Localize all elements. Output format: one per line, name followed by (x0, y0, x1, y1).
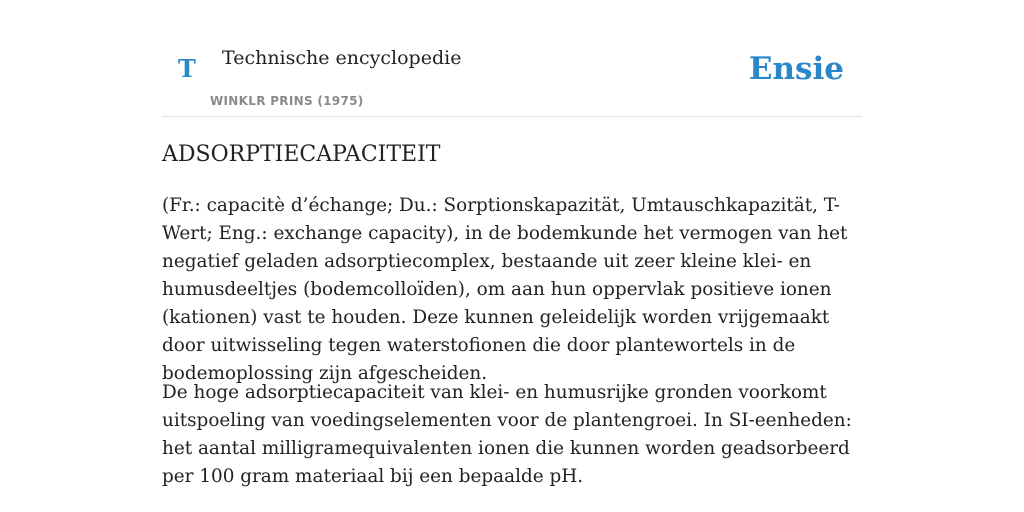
entry-title: ADSORPTIECAPACITEIT (162, 142, 441, 167)
encyclopedia-logo[interactable]: T (178, 54, 196, 83)
entry-paragraph-1: (Fr.: capacitè d’échange; Du.: Sorptionskapazität, Umtauschkapazität, T-Wert; Eng.: exchange capacity), in de bodemkunde het vermogen van het negatief geladen adsorptiecomplex, bestaande uit zeer kleine klei- en humusdeeltjes (bodemcolloïden), om aan hun oppervlak positieve ionen (kationen) vast te houden. Deze kunnen geleidelijk worden vrijgemaakt door uitwisseling tegen waterstofionen die door plantewortels in de bodemoplossing zijn afgescheiden. (162, 195, 848, 384)
encyclopedia-title-link[interactable]: Technische encyclopedie (222, 47, 462, 69)
article-page (162, 0, 862, 512)
ensie-brand-logo[interactable]: Ensie (748, 51, 844, 87)
entry-paragraph-2: De hoge adsorptiecapaciteit van klei- en humusrijke gronden voorkomt uitspoeling van voedingselementen voor de plantengroei. In SI-eenheden: het aantal milligramequivalenten ionen die kunnen worden geadsorbeerd per 100 gram materiaal bij een bepaalde pH. (162, 382, 852, 487)
source-label: WINKLR PRINS (1975) (210, 94, 364, 108)
page-header (162, 0, 862, 117)
